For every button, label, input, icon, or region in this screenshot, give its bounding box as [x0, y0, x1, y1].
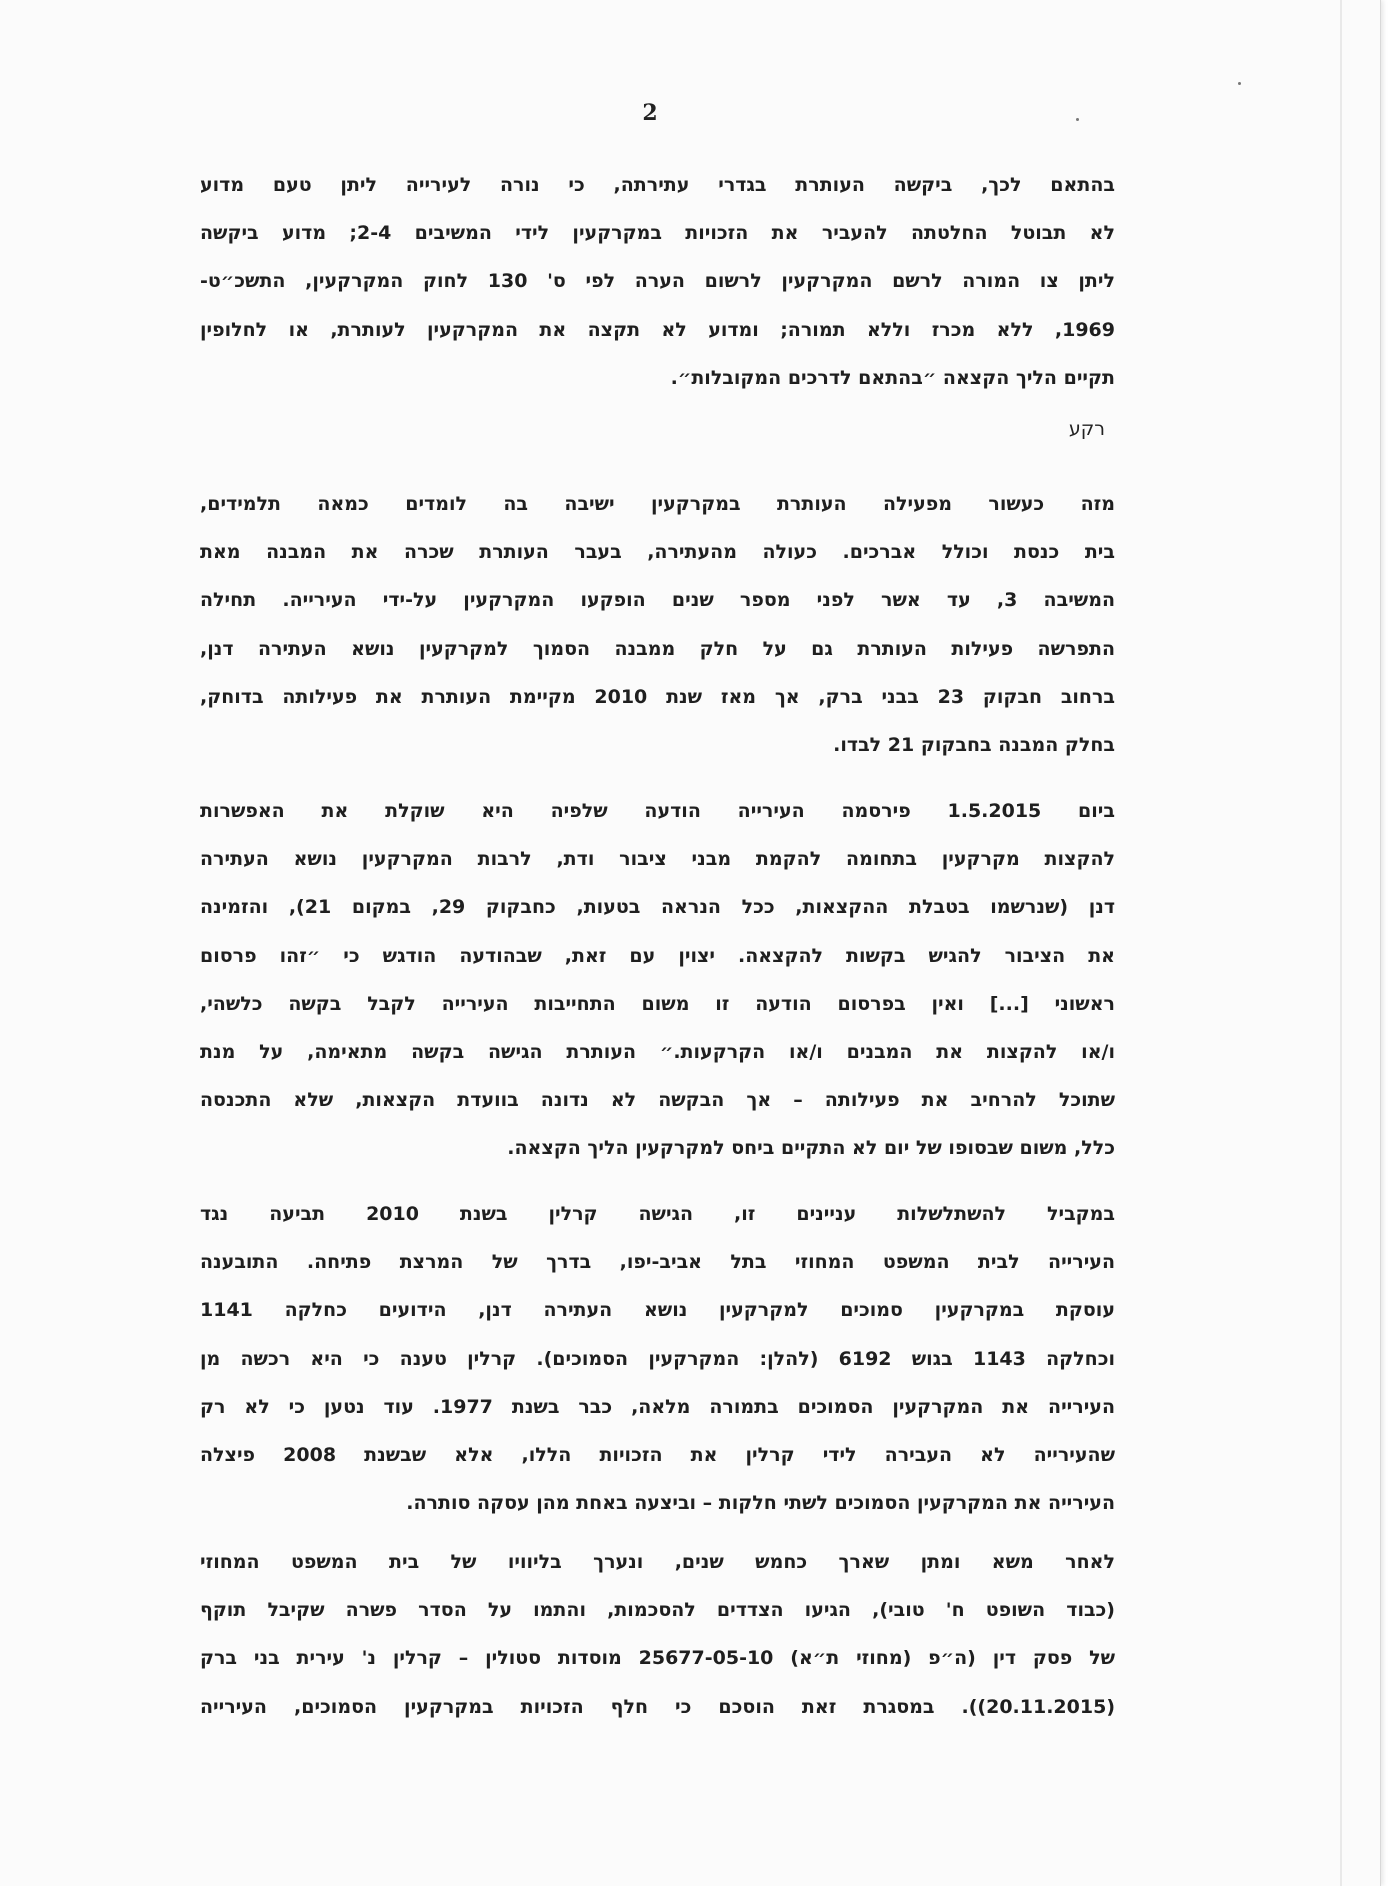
paragraph-line: תקיים הליך הקצאה ״בהתאם לדרכים המקובלות״. [670, 366, 1115, 389]
paragraph-line: בהתאם לכך, ביקשה העותרת בגדרי עתירתה, כי נורה לעירייה ליתן טעם מדוע [200, 174, 1115, 196]
paragraph-line: התפרשה פעילות העותרת גם על חלק ממבנה הסמוך למקרקעין נושא העתירה דנן, [200, 637, 1115, 660]
paragraph-line: ליתן צו המורה לרשם המקרקעין לרשום הערה לפי ס' 130 לחוק המקרקעין, התשכ״ט- [200, 270, 1115, 293]
paragraph-line: שתוכל להרחיב את פעילותה – אך הבקשה לא נדונה בוועדת הקצאות, שלא התכנסה [200, 1089, 1115, 1112]
paragraph-4 [200, 1190, 1115, 1527]
paragraph-line: כלל, משום שבסופו של יום לא התקיים ביחס למקרקעין הליך הקצאה. [507, 1137, 1115, 1160]
paragraph-line: 1969, ללא מכרז וללא תמורה; ומדוע לא תקצה את המקרקעין לעותרת, או לחלופין [200, 318, 1115, 341]
paragraph-line: עוסקת במקרקעין סמוכים למקרקעין נושא העתירה דנן, הידועים כחלקה 1141 [200, 1299, 1115, 1322]
paragraph-line: בחלק המבנה בחבקוק 21 לבדו. [833, 733, 1115, 756]
paragraph-line: (20.11.2015)). במסגרת זאת הוסכם כי חלף הזכויות במקרקעין הסמוכים, העירייה [200, 1695, 1115, 1718]
paragraph-line: בית כנסת וכולל אברכים. כעולה מהעתירה, בעבר העותרת שכרה את המבנה מאת [200, 541, 1115, 564]
paragraph-line: העירייה את המקרקעין הסמוכים לשתי חלקות – וביצעה באחת מהן עסקה סותרה. [406, 1492, 1115, 1515]
paragraph-line: לא תבוטל החלטתה להעביר את הזכויות במקרקעין לידי המשיבים 2-4; מדוע ביקשה [200, 222, 1116, 245]
paragraph-line: במקביל להשתלשלות עניינים זו, הגישה קרלין בשנת 2010 תביעה נגד [200, 1203, 1116, 1225]
paragraph-1 [200, 161, 1115, 402]
paragraph-line: לאחר משא ומתן שארך כחמש שנים, ונערך בליוויו של בית המשפט המחוזי [200, 1551, 1115, 1573]
paragraph-line: מזה כעשור מפעילה העותרת במקרקעין ישיבה בה לומדים כמאה תלמידים, [200, 493, 1115, 515]
paragraph-line: וכחלקה 1143 בגוש 6192 (להלן: המקרקעין הסמוכים). קרלין טענה כי היא רכשה מן [200, 1347, 1115, 1370]
paragraph-2 [200, 480, 1115, 769]
paragraph-line: ביום 1.5.2015 פירסמה העירייה הודעה שלפיה היא שוקלת את האפשרות [200, 800, 1115, 822]
scan-speck [1076, 118, 1079, 121]
paragraph-line: של פסק דין (ה״פ (מחוזי ת״א) 25677-05-10 מוסדות סטולין – קרלין נ' עירית בני ברק [200, 1647, 1116, 1670]
paragraph-line: המשיבה 3, עד אשר לפני מספר שנים הופקעו המקרקעין על-ידי העירייה. תחילה [200, 589, 1115, 612]
paragraph-line: דנן (שנרשמו בטבלת ההקצאות, ככל הנראה בטעות, כחבקוק 29, במקום 21), והזמינה [200, 896, 1115, 919]
paragraph-line: העירייה את המקרקעין הסמוכים בתמורה מלאה, כבר בשנת 1977. עוד נטען כי לא רק [200, 1395, 1115, 1418]
page-edge-line [1340, 0, 1342, 1886]
paragraph-line: את הציבור להגיש בקשות להקצאה. יצוין עם זאת, שבהודעה הודגש כי ״זהו פרסום [200, 944, 1115, 967]
paragraph-line: להקצות מקרקעין בתחומה להקמת מבני ציבור ודת, לרבות המקרקעין נושא העתירה [200, 848, 1115, 871]
section-heading: רקע [1068, 418, 1105, 440]
paragraph-line: ראשוני [...] ואין בפרסום הודעה זו משום התחייבות העירייה לקבל בקשה כלשהי, [200, 992, 1115, 1015]
paragraph-line: ו/או להקצות את המבנים ו/או הקרקעות.״ העותרת הגישה בקשה מתאימה, על מנת [200, 1040, 1115, 1063]
page-number: 2 [642, 100, 658, 126]
paragraph-line: העירייה לבית המשפט המחוזי בתל אביב-יפו, בדרך של המרצת פתיחה. התובענה [200, 1251, 1115, 1274]
paragraph-line: (כבוד השופט ח' טובי), הגיעו הצדדים להסכמות, והתמו על הסדר פשרה שקיבל תוקף [200, 1599, 1115, 1622]
paragraph-line: שהעירייה לא העבירה לידי קרלין את הזכויות הללו, אלא שבשנת 2008 פיצלה [200, 1443, 1115, 1466]
paragraph-5 [200, 1538, 1115, 1731]
paragraph-3 [200, 787, 1115, 1173]
paragraph-line: ברחוב חבקוק 23 בבני ברק, אך מאז שנת 2010 מקיימת העותרת את פעילותה בדוחק, [200, 685, 1116, 708]
scan-speck [1238, 82, 1241, 85]
